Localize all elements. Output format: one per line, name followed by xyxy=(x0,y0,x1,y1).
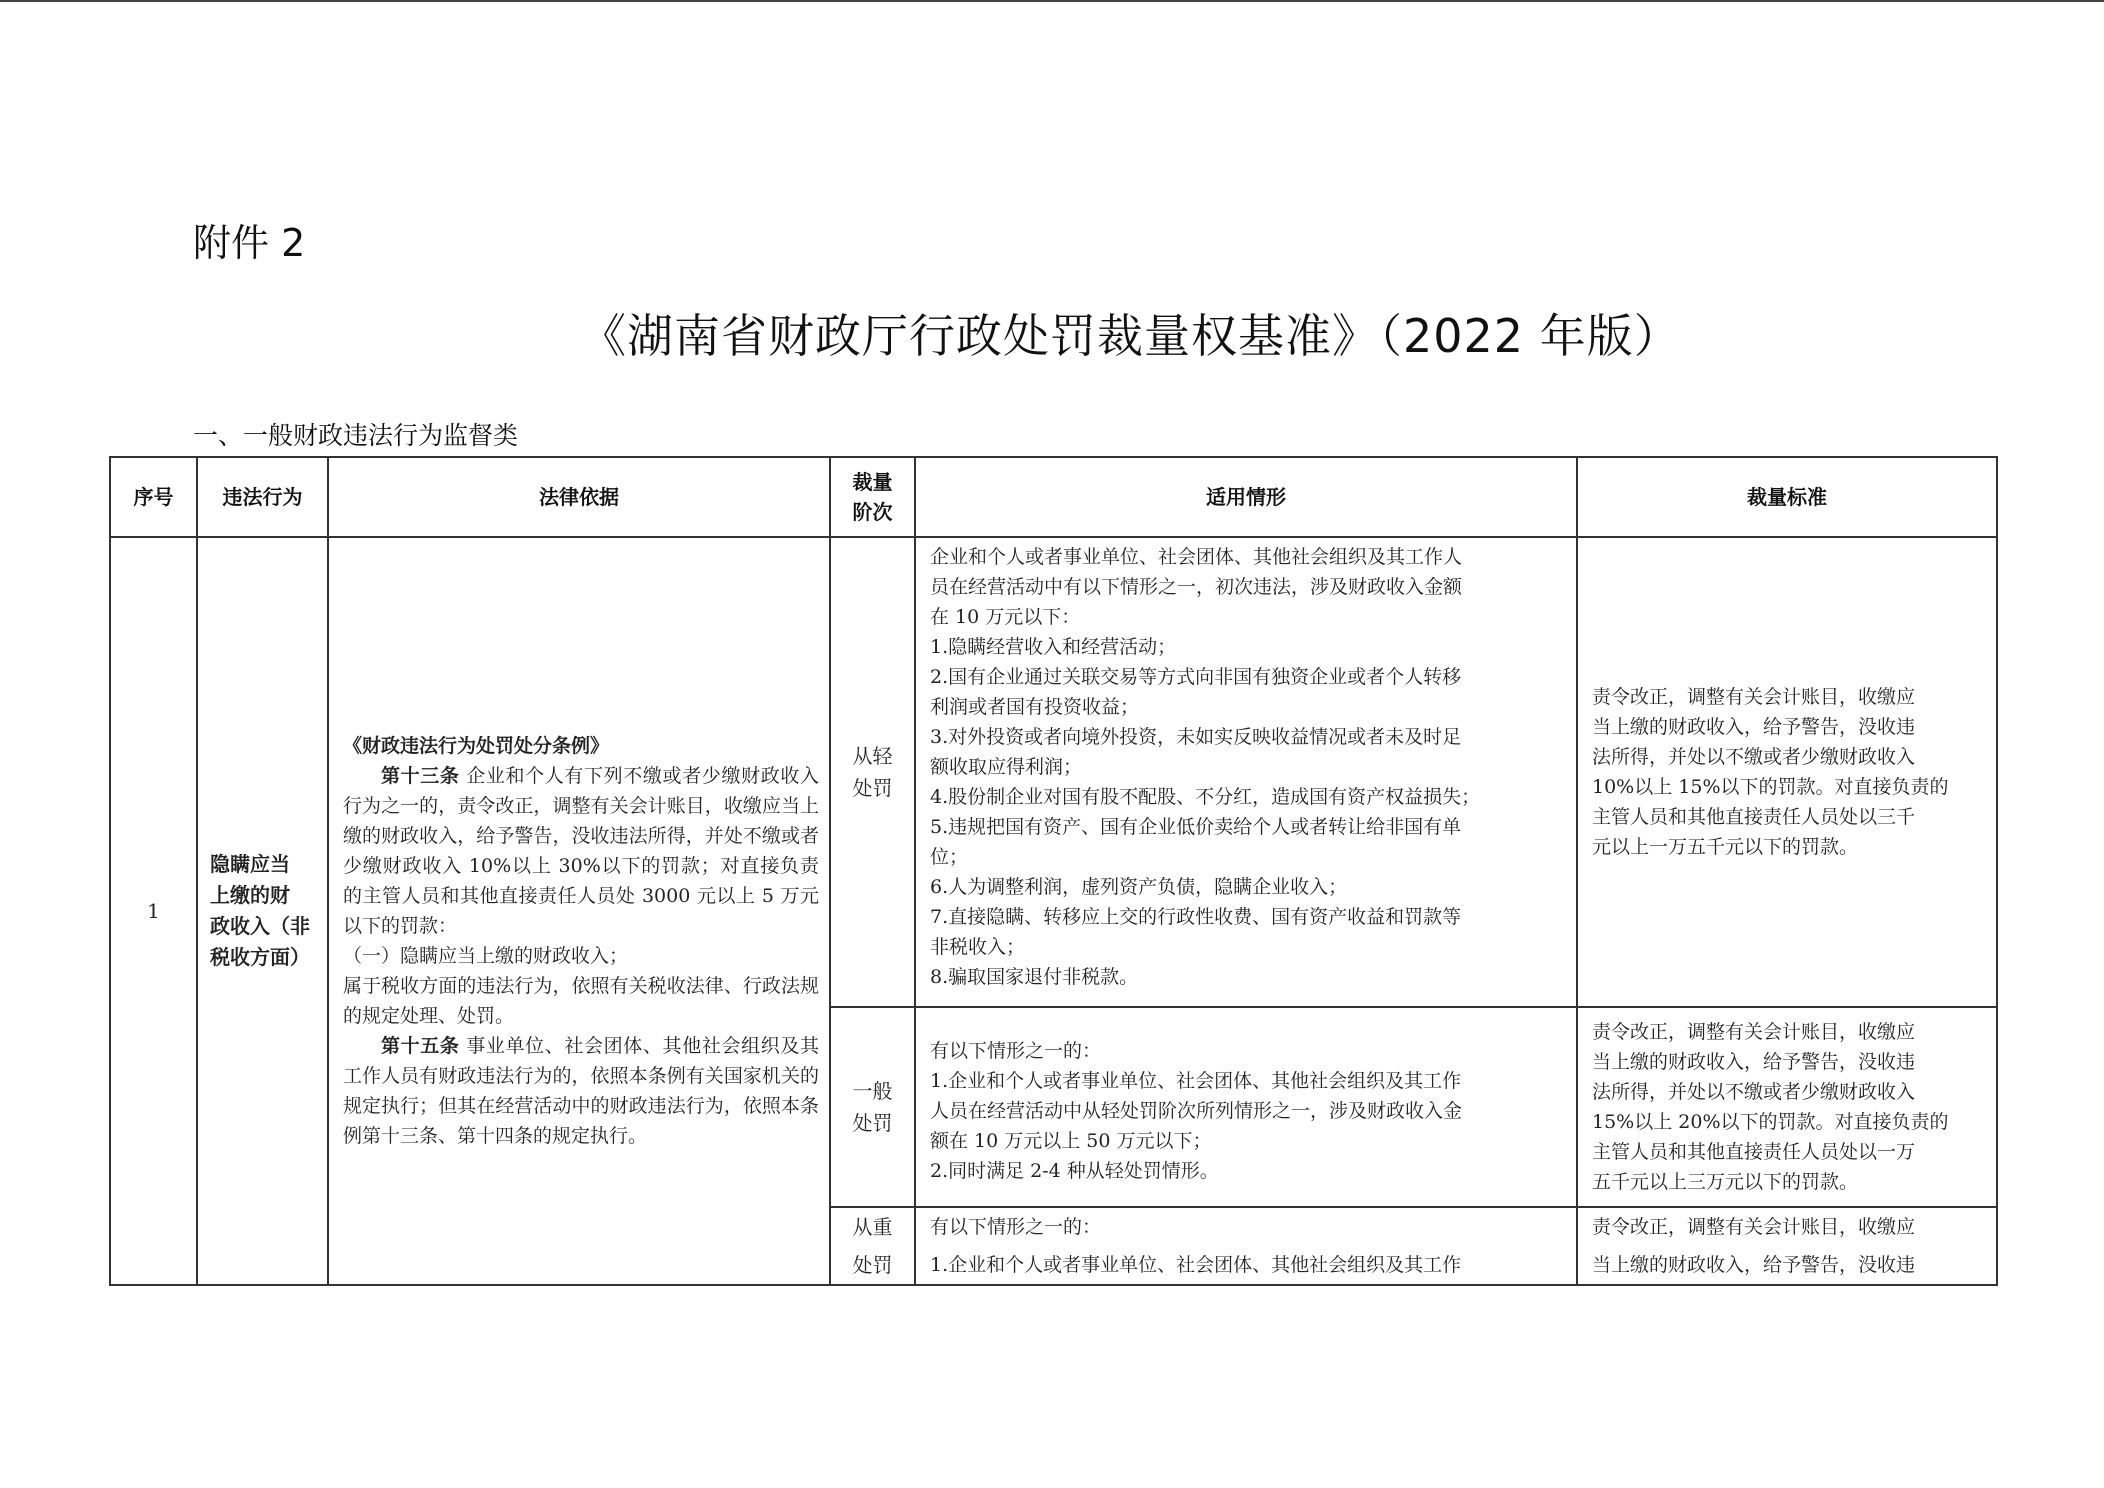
situation-line: 企业和个人或者事业单位、社会团体、其他社会组织及其工作人 xyxy=(930,546,1463,568)
violation-line: 隐瞒应当 xyxy=(210,852,290,876)
article-15-text: 事业单位、社会团体、其他社会组织及其工作人员有财政违法行为的，依照本条例有关国家机关的规定执行；但其在经营活动中的财政违法行为，依照本条例第十三条、第十四条的规定执行。 xyxy=(343,1035,819,1147)
violation-line: 税收方面） xyxy=(210,945,310,969)
situation-line: 2.同时满足 2-4 种从轻处罚情形。 xyxy=(930,1160,1219,1182)
standard-line: 15%以上 20%以下的罚款。对直接负责的 xyxy=(1592,1111,1949,1133)
article-13-item1: （一）隐瞒应当上缴的财政收入； xyxy=(343,945,629,967)
situation-line: 员在经营活动中有以下情形之一，初次违法，涉及财政收入金额 xyxy=(930,576,1463,598)
standard-line: 当上缴的财政收入，给予警告，没收违 xyxy=(1592,1254,1916,1276)
situation-line: 1.隐瞒经营收入和经营活动； xyxy=(930,636,1177,658)
law-title: 《财政违法行为处罚处分条例》 xyxy=(343,735,610,757)
cell-level-general xyxy=(830,1007,915,1207)
situation-line: 非税收入； xyxy=(930,936,1026,958)
situation-line: 位； xyxy=(930,846,969,868)
level-line2: 处罚 xyxy=(852,1253,893,1277)
level-line1: 从重 xyxy=(852,1215,893,1239)
section-heading: 一、一般财政违法行为监督类 xyxy=(193,421,519,450)
situation-line: 有以下情形之一的： xyxy=(930,1216,1102,1238)
standard-line: 当上缴的财政收入，给予警告，没收违 xyxy=(1592,1051,1916,1073)
standard-line: 五千元以上三万元以下的罚款。 xyxy=(1592,1171,1859,1193)
table-header-row xyxy=(110,457,1997,537)
standard-line: 当上缴的财政收入，给予警告，没收违 xyxy=(1592,716,1916,738)
situation-line: 5.违规把国有资产、国有企业低价卖给个人或者转让给非国有单 xyxy=(930,816,1462,838)
situation-line: 在 10 万元以下： xyxy=(930,606,1081,628)
cell-violation xyxy=(197,537,328,1285)
cell-standard-lighter xyxy=(1577,537,1997,1007)
level-line2: 处罚 xyxy=(852,776,893,800)
level-line2: 处罚 xyxy=(852,1111,893,1135)
header-act: 违法行为 xyxy=(197,457,328,537)
situation-line: 额收取应得利润； xyxy=(930,756,1083,778)
cell-level-heavier xyxy=(830,1207,915,1285)
header-standard: 裁量标准 xyxy=(1577,457,1997,537)
page-title: 《湖南省财政厅行政处罚裁量权基准》（2022 年版） xyxy=(580,309,1681,363)
situation-line: 1.企业和个人或者事业单位、社会团体、其他社会组织及其工作 xyxy=(930,1254,1462,1276)
situation-line: 人员在经营活动中从轻处罚阶次所列情形之一，涉及财政收入金 xyxy=(930,1100,1463,1122)
situation-line: 2.国有企业通过关联交易等方式向非国有独资企业或者个人转移 xyxy=(930,666,1462,688)
penalty-standard-table xyxy=(109,456,1998,1286)
cell-situation-heavier xyxy=(915,1207,1577,1285)
standard-line: 主管人员和其他直接责任人员处以三千 xyxy=(1592,806,1916,828)
header-seq: 序号 xyxy=(110,457,197,537)
cell-situation-general xyxy=(915,1007,1577,1207)
standard-line: 责令改正，调整有关会计账目，收缴应 xyxy=(1592,686,1916,708)
header-level xyxy=(830,457,915,537)
situation-line: 额在 10 万元以上 50 万元以下； xyxy=(930,1130,1212,1152)
attachment-label: 附件 2 xyxy=(193,221,306,265)
article-15 xyxy=(343,1031,819,1151)
article-13-label: 第十三条 xyxy=(381,765,460,787)
situation-line: 4.股份制企业对国有股不配股、不分红，造成国有资产权益损失； xyxy=(930,786,1481,808)
article-15-label: 第十五条 xyxy=(381,1035,460,1057)
standard-line: 法所得，并处以不缴或者少缴财政收入 xyxy=(1592,746,1916,768)
situation-line: 1.企业和个人或者事业单位、社会团体、其他社会组织及其工作 xyxy=(930,1070,1462,1092)
situation-line: 7.直接隐瞒、转移应上交的行政性收费、国有资产收益和罚款等 xyxy=(930,906,1462,928)
cell-standard-general xyxy=(1577,1007,1997,1207)
table-row xyxy=(110,537,1997,1007)
top-rule xyxy=(0,0,2104,2)
header-situation: 适用情形 xyxy=(915,457,1577,537)
cell-level-lighter xyxy=(830,537,915,1007)
situation-line: 8.骗取国家退付非税款。 xyxy=(930,966,1139,988)
violation-line: 政收入（非 xyxy=(210,914,310,938)
article-13-text: 企业和个人有下列不缴或者少缴财政收入行为之一的，责令改正，调整有关会计账目，收缴应当上缴的财政收入，给予警告，没收违法所得，并处不缴或者少缴财政收入 10%以上 30%以下的罚款；对直接负责的主管人员和其他直接责任人员处 3000 元以上 5 万元以下的罚款： xyxy=(343,765,819,937)
header-level-line1: 裁量 xyxy=(852,470,893,494)
situation-line: 3.对外投资或者向境外投资，未如实反映收益情况或者未及时足 xyxy=(930,726,1462,748)
level-line1: 一般 xyxy=(852,1079,893,1103)
standard-line: 10%以上 15%以下的罚款。对直接负责的 xyxy=(1592,776,1949,798)
cell-situation-lighter xyxy=(915,537,1577,1007)
standard-line: 责令改正，调整有关会计账目，收缴应 xyxy=(1592,1021,1916,1043)
standard-line: 主管人员和其他直接责任人员处以一万 xyxy=(1592,1141,1916,1163)
header-level-line2: 阶次 xyxy=(852,500,893,524)
tax-note: 属于税收方面的违法行为，依照有关税收法律、行政法规的规定处理、处罚。 xyxy=(343,975,819,1027)
situation-line: 6.人为调整利润，虚列资产负债，隐瞒企业收入； xyxy=(930,876,1348,898)
standard-line: 责令改正，调整有关会计账目，收缴应 xyxy=(1592,1216,1916,1238)
cell-legal-basis xyxy=(328,537,830,1285)
header-basis: 法律依据 xyxy=(328,457,830,537)
situation-line: 有以下情形之一的： xyxy=(930,1040,1102,1062)
level-line1: 从轻 xyxy=(852,744,893,768)
cell-seq: 1 xyxy=(110,537,197,1285)
situation-line: 利润或者国有投资收益； xyxy=(930,696,1140,718)
violation-line: 上缴的财 xyxy=(210,883,290,907)
standard-line: 法所得，并处以不缴或者少缴财政收入 xyxy=(1592,1081,1916,1103)
standard-line: 元以上一万五千元以下的罚款。 xyxy=(1592,836,1859,858)
cell-standard-heavier xyxy=(1577,1207,1997,1285)
article-13 xyxy=(343,761,819,941)
